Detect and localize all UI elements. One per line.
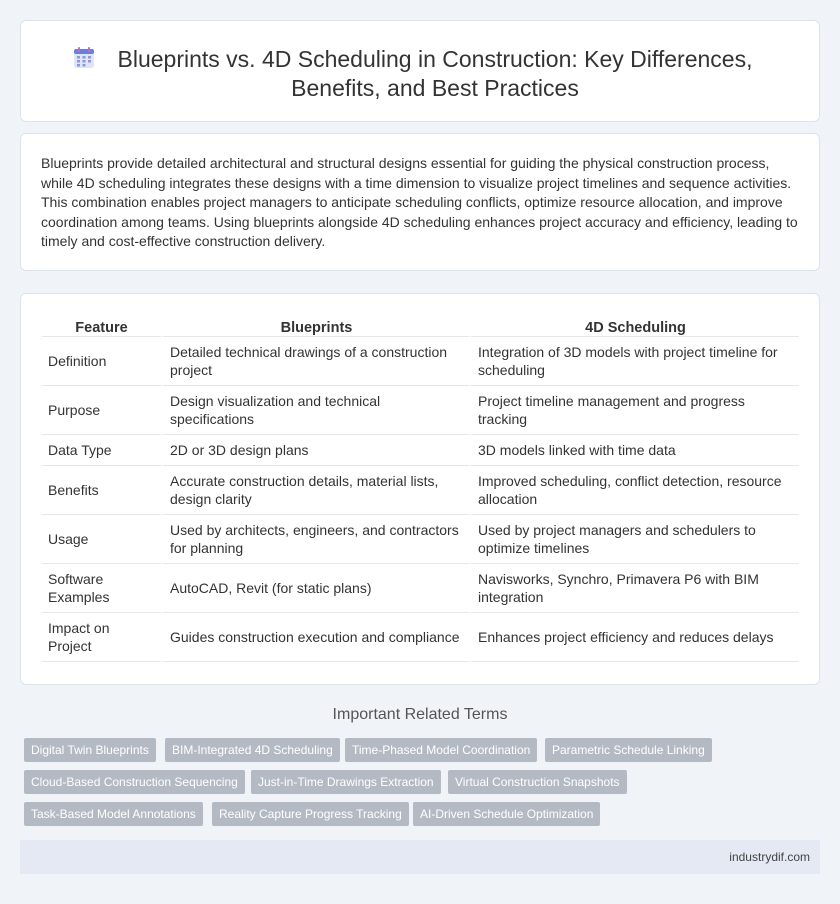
blueprints-cell: Guides construction execution and compliance (161, 613, 469, 662)
table-row (42, 564, 799, 613)
related-term-tag[interactable]: Reality Capture Progress Tracking (212, 802, 409, 826)
table-row (42, 515, 799, 564)
page-title: Blueprints vs. 4D Scheduling in Construction: Key Differences, Benefits, and Best Practices (117, 46, 753, 101)
table-row (42, 613, 799, 662)
table-row (42, 386, 799, 435)
intro-card (20, 133, 820, 271)
related-term-tag[interactable]: AI-Driven Schedule Optimization (413, 802, 600, 826)
feature-cell: Software Examples (42, 564, 161, 613)
footer (20, 840, 820, 874)
table-row (42, 466, 799, 515)
feature-cell: Data Type (42, 435, 161, 466)
blueprints-cell: Used by architects, engineers, and contractors for planning (161, 515, 469, 564)
related-term-tag[interactable]: Virtual Construction Snapshots (448, 770, 627, 794)
title-card (20, 20, 820, 122)
scheduling-cell: Used by project managers and schedulers to optimize timelines (469, 515, 799, 564)
header-blueprints: Blueprints (161, 315, 469, 337)
table-row (42, 435, 799, 466)
intro-paragraph: Blueprints provide detailed architectural and structural designs essential for guiding the physical construction process, while 4D scheduling integrates these designs with a time dimension to visualize project timelines and sequence activities. This combination enables project managers to anticipate scheduling conflicts, optimize resource allocation, and improve coordination among teams. Using blueprints alongside 4D scheduling enhances project accuracy and efficiency, leading to timely and cost-effective construction delivery. (41, 155, 798, 249)
related-term-tag[interactable]: Task-Based Model Annotations (24, 802, 203, 826)
comparison-table (42, 315, 799, 662)
header-4d-scheduling: 4D Scheduling (469, 315, 799, 337)
feature-cell: Usage (42, 515, 161, 564)
feature-cell: Impact on Project (42, 613, 161, 662)
blueprints-cell: Detailed technical drawings of a construction project (161, 337, 469, 386)
blueprints-cell: Design visualization and technical specifications (161, 386, 469, 435)
comparison-table-card (20, 293, 820, 685)
scheduling-cell: Navisworks, Synchro, Primavera P6 with BIM integration (469, 564, 799, 613)
feature-cell: Purpose (42, 386, 161, 435)
table-row (42, 337, 799, 386)
scheduling-cell: Improved scheduling, conflict detection, resource allocation (469, 466, 799, 515)
feature-cell: Definition (42, 337, 161, 386)
scheduling-cell: Project timeline management and progress tracking (469, 386, 799, 435)
blueprints-cell: 2D or 3D design plans (161, 435, 469, 466)
feature-cell: Benefits (42, 466, 161, 515)
related-term-tag[interactable]: Time-Phased Model Coordination (345, 738, 537, 762)
scheduling-cell: Integration of 3D models with project timeline for scheduling (469, 337, 799, 386)
header-feature: Feature (42, 315, 161, 337)
related-term-tag[interactable]: Cloud-Based Construction Sequencing (24, 770, 245, 794)
related-terms-title: Important Related Terms (332, 706, 508, 723)
footer-site-link[interactable]: industrydif.com (729, 850, 810, 864)
related-term-tag[interactable]: Digital Twin Blueprints (24, 738, 156, 762)
blueprints-cell: AutoCAD, Revit (for static plans) (161, 564, 469, 613)
scheduling-cell: Enhances project efficiency and reduces delays (469, 613, 799, 662)
related-term-tag[interactable]: Just-in-Time Drawings Extraction (251, 770, 441, 794)
blueprints-cell: Accurate construction details, material lists, design clarity (161, 466, 469, 515)
scheduling-cell: 3D models linked with time data (469, 435, 799, 466)
related-term-tag[interactable]: BIM-Integrated 4D Scheduling (165, 738, 340, 762)
related-term-tag[interactable]: Parametric Schedule Linking (545, 738, 712, 762)
